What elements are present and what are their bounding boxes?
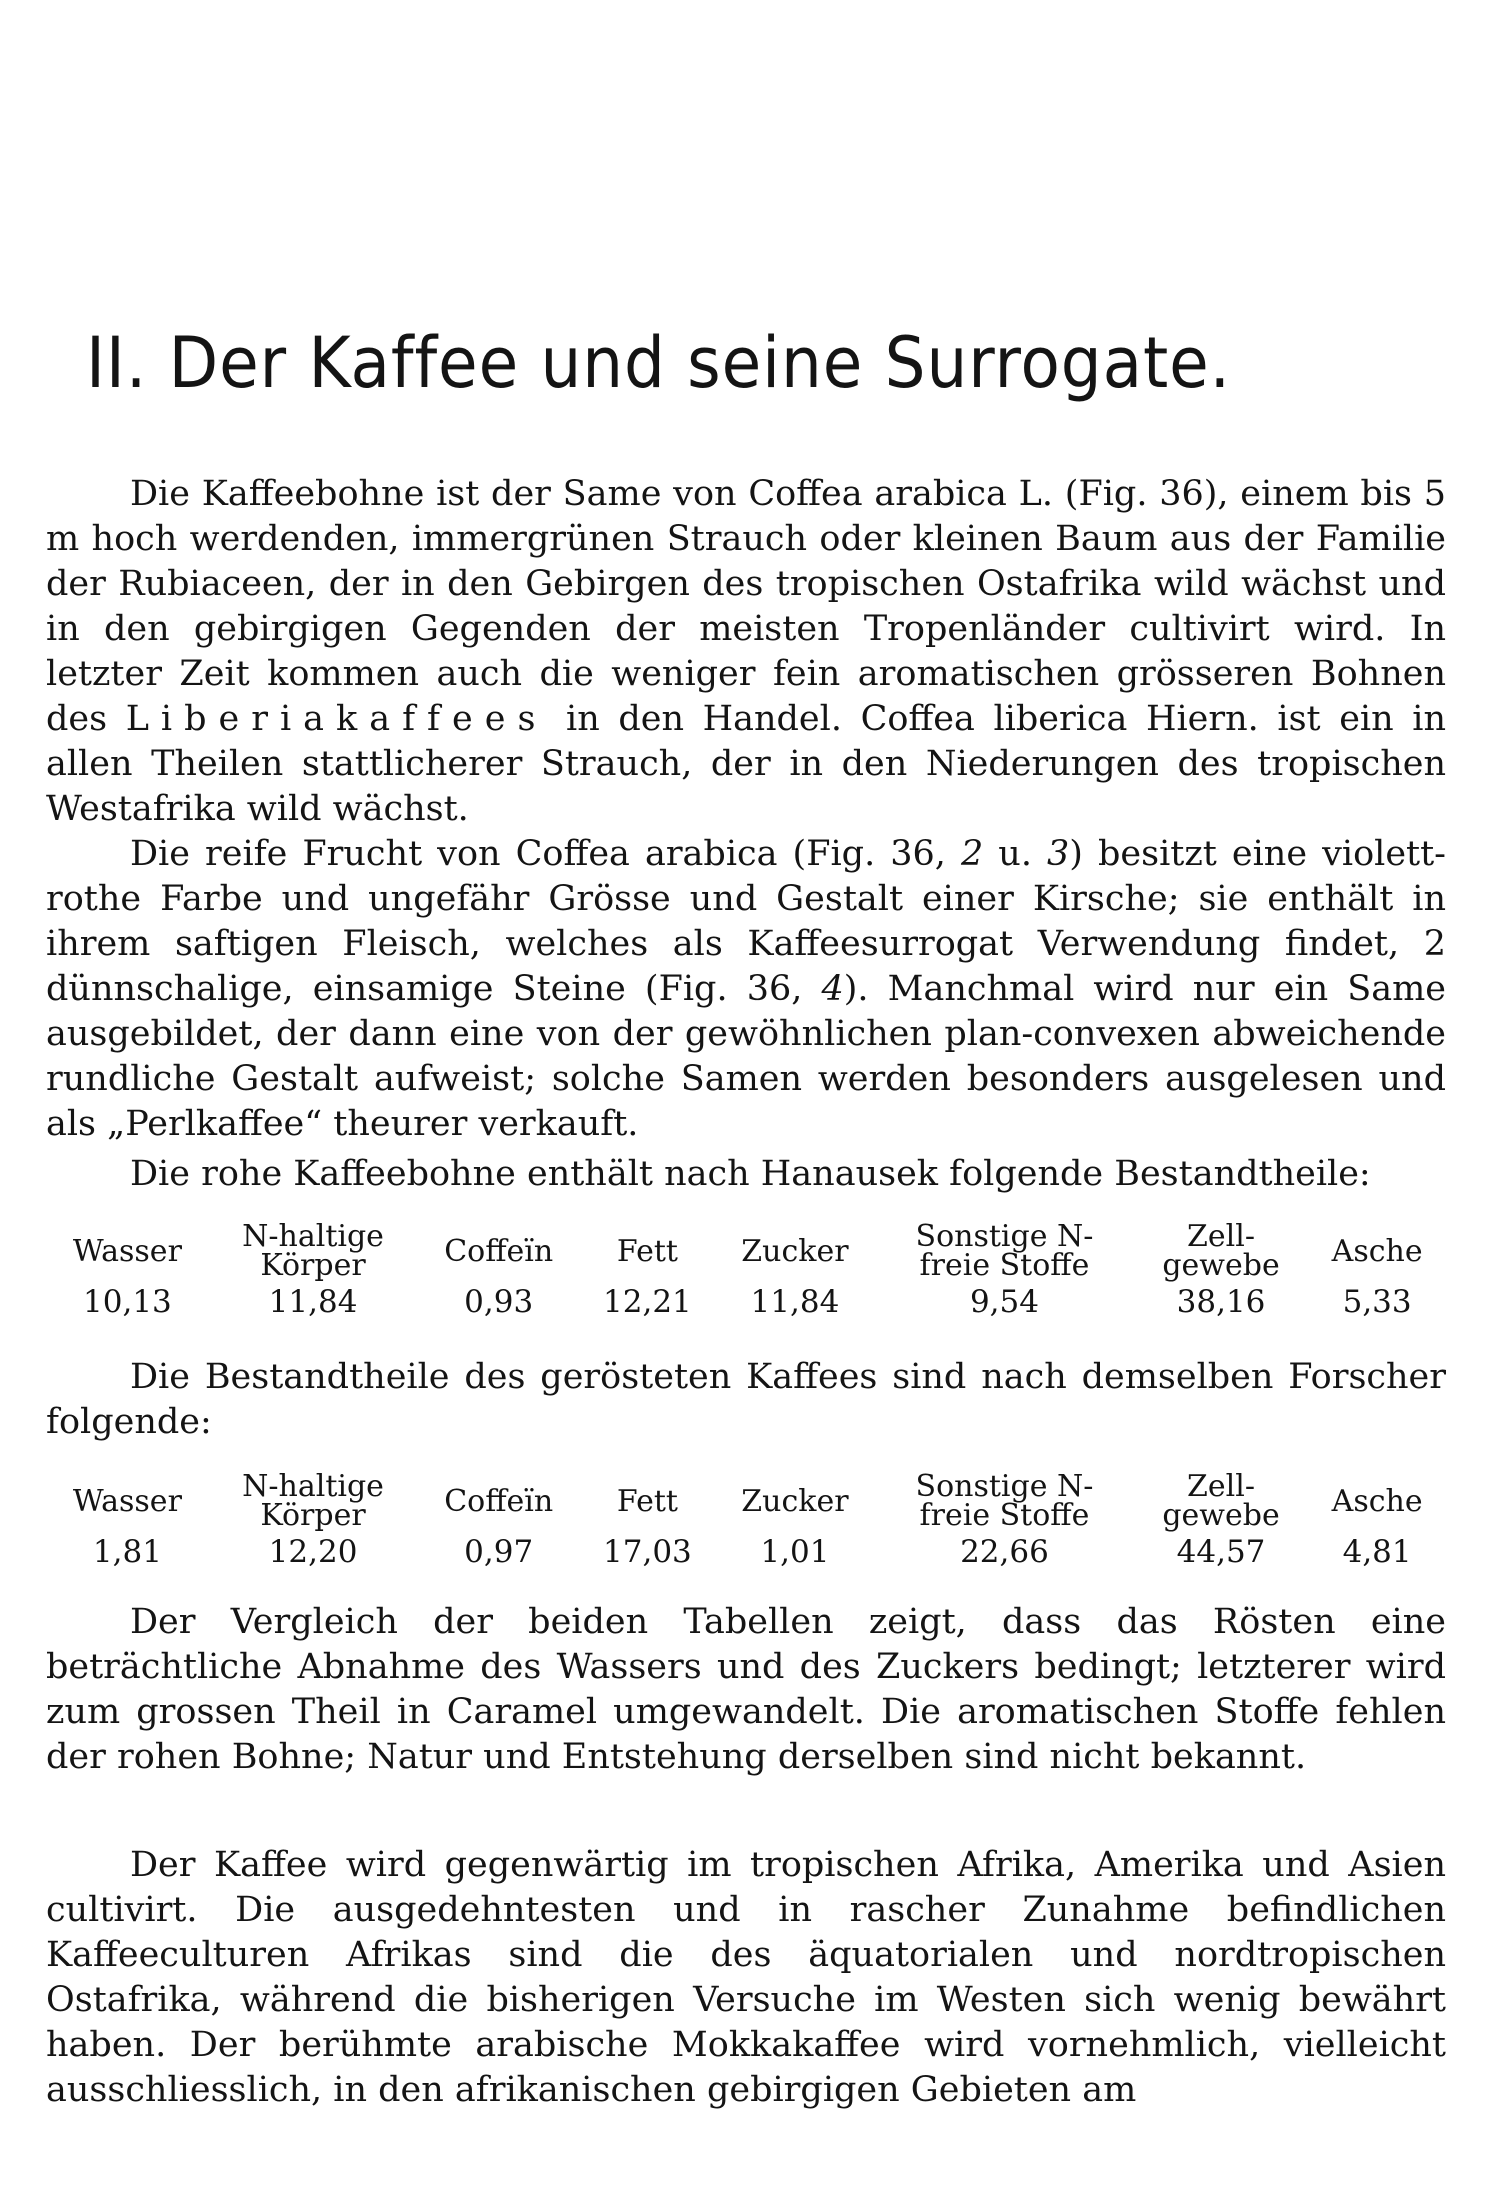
- paragraph-cultivation: Der Kaffee wird gegenwärtig im tropischen Afrika, Amerika und Asien cultivirt. Die ausgedehntesten und in rascher Zunahme befindlichen Kaffeeculturen Afrikas sind die des äquatorialen und nordtropischen Ostafrika, während die bisherigen Versuche im Westen sich wenig bewährt haben. Der berühmte arabische Mokkakaffee wird vornehmlich, vielleicht ausschliesslich, in den afrikanischen gebirgigen Gebieten am: [46, 1845, 1446, 2110]
- header-line: gewebe: [1162, 1498, 1280, 1533]
- cell-zucker: 1,01: [760, 1534, 830, 1570]
- paragraph-fruit: [46, 832, 1446, 1147]
- paragraph-comparison: Der Vergleich der beiden Tabellen zeigt, dass das Rösten eine beträchtliche Abnahme des Wassers und des Zuckers bedingt; letzterer wird zum grossen Theil in Caramel umgewandelt. Die aromatischen Stoffe fehlen der rohen Bohne; Natur und Entstehung derselben sind nicht bekannt.: [46, 1602, 1446, 1777]
- header-line: Sonstige N-: [915, 1219, 1094, 1254]
- cell-fett: 17,03: [603, 1534, 692, 1570]
- cell-zellgewebe: 44,57: [1176, 1534, 1266, 1570]
- col-asche: Asche: [1331, 1233, 1423, 1269]
- header-line: Körper: [260, 1248, 366, 1283]
- text-run: in den Handel. Coffea liberica Hiern. ist ein in allen Theilen stattlicherer Strauch, der in den Niederungen des tropischen Westafrika wild wächst.: [46, 699, 1446, 829]
- cell-asche: 5,33: [1342, 1284, 1412, 1320]
- header-line: Sonstige N-: [915, 1469, 1094, 1504]
- col-zucker: Zucker: [741, 1233, 849, 1269]
- paragraph-roasted-intro: Die Bestandtheile des gerösteten Kaffees sind nach demselben Forscher folgende:: [46, 1357, 1446, 1442]
- header-line: Zell-: [1187, 1219, 1255, 1254]
- cell-wasser: 1,81: [92, 1534, 162, 1570]
- figure-ref: 4: [821, 969, 844, 1009]
- table-header-row: [46, 1472, 1446, 1536]
- col-asche: Asche: [1331, 1483, 1423, 1519]
- col-n-haltige: [209, 1219, 417, 1286]
- document-page: [46, 0, 1446, 2196]
- cell-coffein: 0,93: [464, 1284, 534, 1320]
- text-run: u.: [983, 834, 1048, 874]
- col-fett: Fett: [616, 1483, 678, 1519]
- cell-coffein: 0,97: [464, 1534, 534, 1570]
- cell-asche: 4,81: [1342, 1534, 1412, 1570]
- col-zellgewebe: [1134, 1469, 1308, 1536]
- paragraph-raw-intro: Die rohe Kaffeebohne enthält nach Hanausek folgende Bestandtheile:: [130, 1154, 1371, 1194]
- spaced-term: Liberiakaffees: [125, 699, 548, 739]
- col-zellgewebe: [1134, 1219, 1308, 1286]
- cell-sonstige: 22,66: [960, 1534, 1049, 1570]
- cell-n-haltige: 12,20: [268, 1534, 358, 1570]
- col-fett: Fett: [616, 1233, 678, 1269]
- table-row: [46, 1286, 1446, 1317]
- table-row: [46, 1536, 1446, 1567]
- col-sonstige: [875, 1219, 1134, 1286]
- col-zucker: Zucker: [741, 1483, 849, 1519]
- table-raw-composition: [46, 1219, 1446, 1320]
- table-header-row: [46, 1222, 1446, 1286]
- cell-wasser: 10,13: [83, 1284, 172, 1320]
- cell-sonstige: 9,54: [969, 1284, 1039, 1320]
- cell-zucker: 11,84: [750, 1284, 840, 1320]
- header-line: Zell-: [1187, 1469, 1255, 1504]
- figure-ref: 2: [960, 834, 984, 874]
- col-wasser: Wasser: [72, 1483, 182, 1519]
- cell-zellgewebe: 38,16: [1176, 1284, 1266, 1320]
- header-line: freie Stoffe: [919, 1248, 1090, 1283]
- header-line: freie Stoffe: [919, 1498, 1090, 1533]
- col-wasser: Wasser: [72, 1233, 182, 1269]
- paragraph-coffee-bean: [46, 472, 1446, 832]
- cell-n-haltige: 11,84: [268, 1284, 358, 1320]
- text-run: ). Manchmal wird nur ein Same ausgebildet, der dann eine von der gewöhnlichen plan-convexen abweichende rundliche Gestalt aufweist; solche Samen werden besonders ausgelesen und als „Perlkaffee“ theurer verkauft.: [46, 969, 1446, 1144]
- text-run: ) besitzt eine violett-rothe Farbe und ungefähr Grösse und Gestalt einer Kirsche; sie enthält in ihrem saftigen Fleisch, welches als Kaffeesurrogat Verwendung findet, 2 dünnschalige, einsamige Steine (Fig. 36,: [46, 834, 1446, 1009]
- header-line: Körper: [260, 1498, 366, 1533]
- table-roasted-composition: [46, 1469, 1446, 1570]
- figure-ref: 3: [1047, 834, 1070, 874]
- col-sonstige: [875, 1469, 1134, 1536]
- text-run: Die reife Frucht von Coffea arabica (Fig. 36,: [130, 834, 961, 874]
- chapter-title: II. Der Kaffee und seine Surrogate.: [86, 322, 1232, 404]
- header-line: N-haltige: [242, 1469, 384, 1504]
- col-coffein: Coffeïn: [444, 1233, 554, 1269]
- text-run: Die Kaffeebohne ist der Same von Coffea arabica L. (Fig. 36), einem bis 5 m hoch werdenden, immergrünen Strauch oder kleinen Baum aus der Familie der Rubiaceen, der in den Gebirgen des tropischen Ostafrika wild wächst und in den gebirgigen Gegenden der meisten Tropenländer cultivirt wird. In letzter Zeit kommen auch die weniger fein aromatischen grösseren Bohnen des: [46, 474, 1446, 739]
- col-coffein: Coffeïn: [444, 1483, 554, 1519]
- header-line: N-haltige: [242, 1219, 384, 1254]
- cell-fett: 12,21: [603, 1284, 692, 1320]
- header-line: gewebe: [1162, 1248, 1280, 1283]
- col-n-haltige: [209, 1469, 417, 1536]
